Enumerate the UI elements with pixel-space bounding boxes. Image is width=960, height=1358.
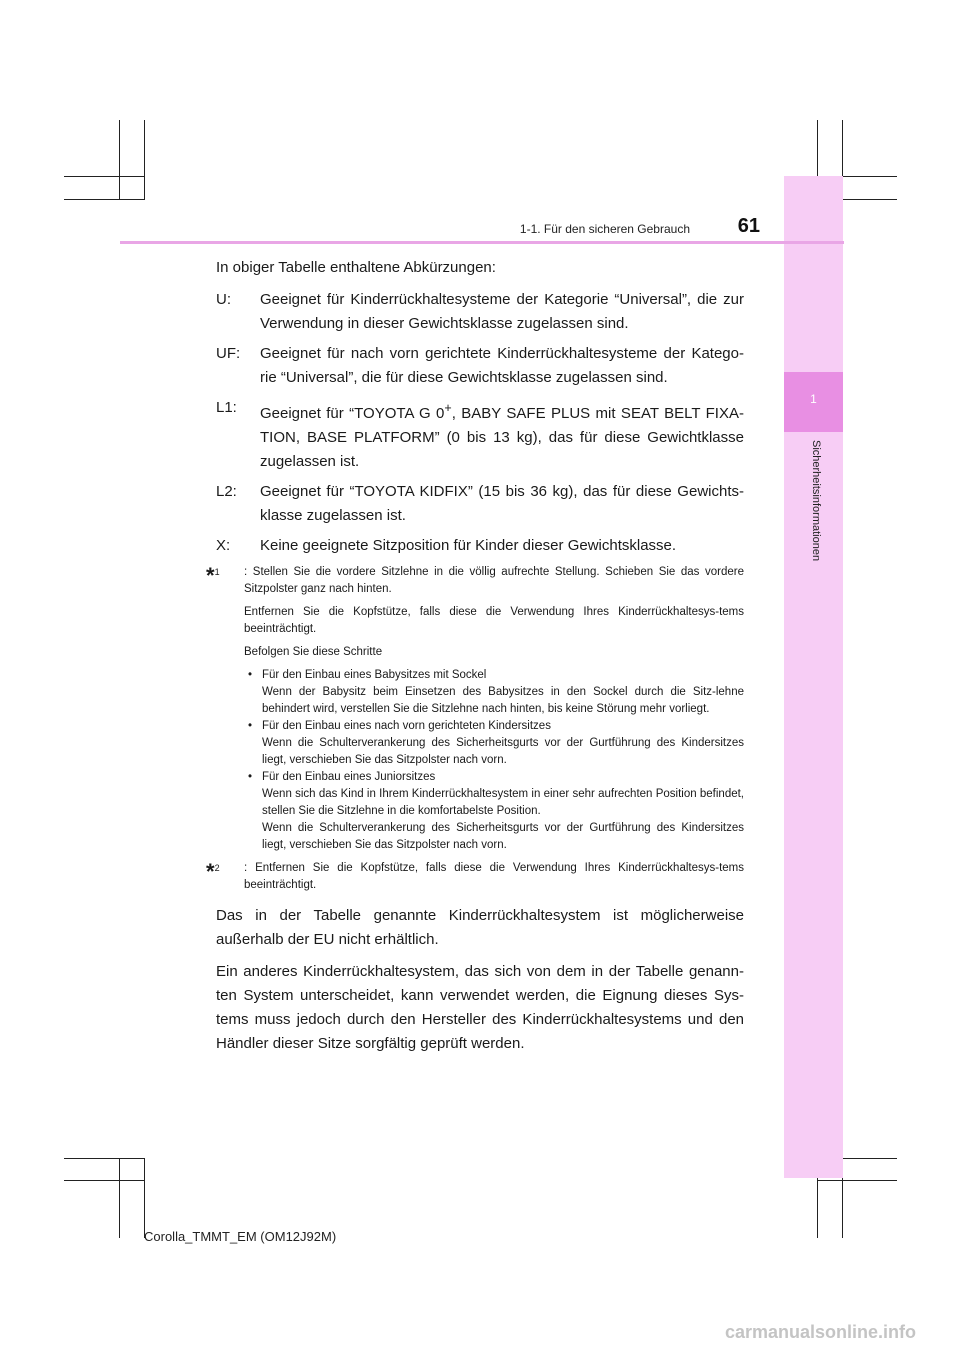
list-item — [248, 769, 744, 854]
definition-term: UF: — [216, 345, 241, 362]
definition-desc — [260, 396, 744, 474]
bullet-dot: • — [248, 771, 253, 783]
definition-term: L2: — [216, 483, 237, 500]
crop-mark — [64, 1180, 144, 1181]
footnote-number: 2 — [214, 863, 220, 873]
page-number: 61 — [737, 215, 760, 237]
definition-l2 — [216, 480, 744, 528]
bullet-text: Wenn sich das Kind in Ihrem Kinderrückhaltesystem in einer sehr aufrechten Position befindet, stellen Sie die Sitzlehne in die komfortabelste Position. — [262, 788, 744, 817]
bullet-title: Für den Einbau eines Juniorsitzes — [262, 771, 436, 783]
definition-desc-pre: Geeignet für “TOYOTA G 0 — [260, 405, 445, 422]
bullet-text: Wenn der Babysitz beim Einsetzen des Babysitzes in den Sockel durch die Sitz-lehne behindert wird, verstellen Sie die Sitzlehne nach hinten, bis keine Störung mehr vorliegt. — [262, 686, 744, 715]
crop-mark — [144, 120, 145, 200]
footnote-text: : Stellen Sie die vordere Sitzlehne in die völlig aufrechte Stellung. Schieben Sie das vordere Sitzpolster ganz nach hinten. — [244, 566, 744, 595]
page-content — [206, 256, 744, 1064]
definition-x — [216, 534, 744, 558]
bullet-text: Wenn die Schulterverankerung des Sicherheitsgurts vor der Gurtführung des Kindersitzes liegt, verschieben Sie das Sitzpolster nach vorn. — [262, 822, 744, 851]
list-item — [248, 718, 744, 769]
watermark: carmanualsonline.info — [725, 1322, 917, 1342]
bullet-dot: • — [248, 669, 253, 681]
definition-u — [216, 288, 744, 336]
definition-term: U: — [216, 291, 231, 308]
abbreviations-intro: In obiger Tabelle enthaltene Abkürzungen: — [216, 259, 496, 276]
document-id: Corolla_TMMT_EM (OM12J92M) — [144, 1229, 337, 1244]
chapter-number: 1 — [810, 392, 817, 406]
chapter-label: Sicherheitsinformationen — [810, 440, 822, 562]
footnote-number: 1 — [214, 567, 220, 577]
crop-mark — [817, 1180, 897, 1181]
list-item — [248, 667, 744, 718]
bullet-title: Für den Einbau eines nach vorn gerichteten Kindersitzes — [262, 720, 551, 732]
definition-desc-sup: + — [444, 401, 452, 415]
footnote-1-para: Befolgen Sie diese Schritte — [244, 646, 383, 658]
crop-mark — [119, 1158, 120, 1238]
section-title: 1-1. Für den sicheren Gebrauch — [519, 222, 690, 236]
crop-mark — [144, 1158, 145, 1238]
definition-desc: Geeignet für “TOYOTA KIDFIX” (15 bis 36 kg), das für diese Gewichts-klasse zugelassen ist. — [260, 483, 744, 524]
header-rule — [120, 241, 844, 244]
definition-l1 — [216, 396, 744, 474]
chapter-side-tab — [784, 176, 843, 1178]
footnote-marker — [206, 860, 244, 894]
bullet-dot: • — [248, 720, 253, 732]
footnote-1 — [206, 564, 744, 598]
bullet-title: Für den Einbau eines Babysitzes mit Sockel — [262, 669, 487, 681]
eu-availability-paragraph: Das in der Tabelle genannte Kinderrückhaltesystem ist möglicherweise außerhalb der EU nicht erhältlich. — [216, 907, 744, 948]
definition-desc: Geeignet für nach vorn gerichtete Kinderrückhaltesysteme der Katego-rie “Universal”, die für diese Gewichtsklasse zugelassen sind. — [260, 345, 744, 386]
definition-desc: Keine geeignete Sitzposition für Kinder dieser Gewichtsklasse. — [260, 537, 677, 554]
footnote-1-para: Entfernen Sie die Kopfstütze, falls diese die Verwendung Ihres Kinderrückhaltesys-tems beeinträchtigt. — [244, 606, 744, 635]
crop-mark — [64, 199, 144, 200]
crop-mark — [64, 1158, 144, 1159]
footnote-text: : Entfernen Sie die Kopfstütze, falls diese die Verwendung Ihres Kinderrückhaltesys-tems beeinträchtigt. — [244, 862, 744, 891]
crop-mark — [64, 176, 144, 177]
footnote-star: * — [206, 859, 215, 884]
definition-desc-post: , BABY SAFE PLUS mit SEAT BELT FIXA-TION, BASE PLATFORM” (0 bis 13 kg), das für diese Gewichtklasse zugelassen ist. — [260, 405, 744, 470]
bullet-text: Wenn die Schulterverankerung des Sicherheitsgurts vor der Gurtführung des Kindersitzes liegt, verschieben Sie das Sitzpolster nach vorn. — [262, 737, 744, 766]
footnote-marker — [206, 564, 244, 598]
crop-mark — [119, 120, 120, 200]
footnote-2 — [206, 860, 744, 894]
definition-uf — [216, 342, 744, 390]
definition-desc: Geeignet für Kinderrückhaltesysteme der Kategorie “Universal”, die zur Verwendung in dieser Gewichtsklasse zugelassen sind. — [260, 291, 744, 332]
other-system-paragraph: Ein anderes Kinderrückhaltesystem, das sich von dem in der Tabelle genann-ten System unterscheidet, kann verwendet werden, die Eignung dieses Sys-tems muss jedoch durch den Hersteller des Kinderrückhaltesystems und den Händler dieser Sitze sorgfältig geprüft werden. — [216, 963, 744, 1052]
definition-term: L1: — [216, 399, 237, 416]
footnote-star: * — [206, 563, 215, 588]
definition-term: X: — [216, 537, 231, 554]
